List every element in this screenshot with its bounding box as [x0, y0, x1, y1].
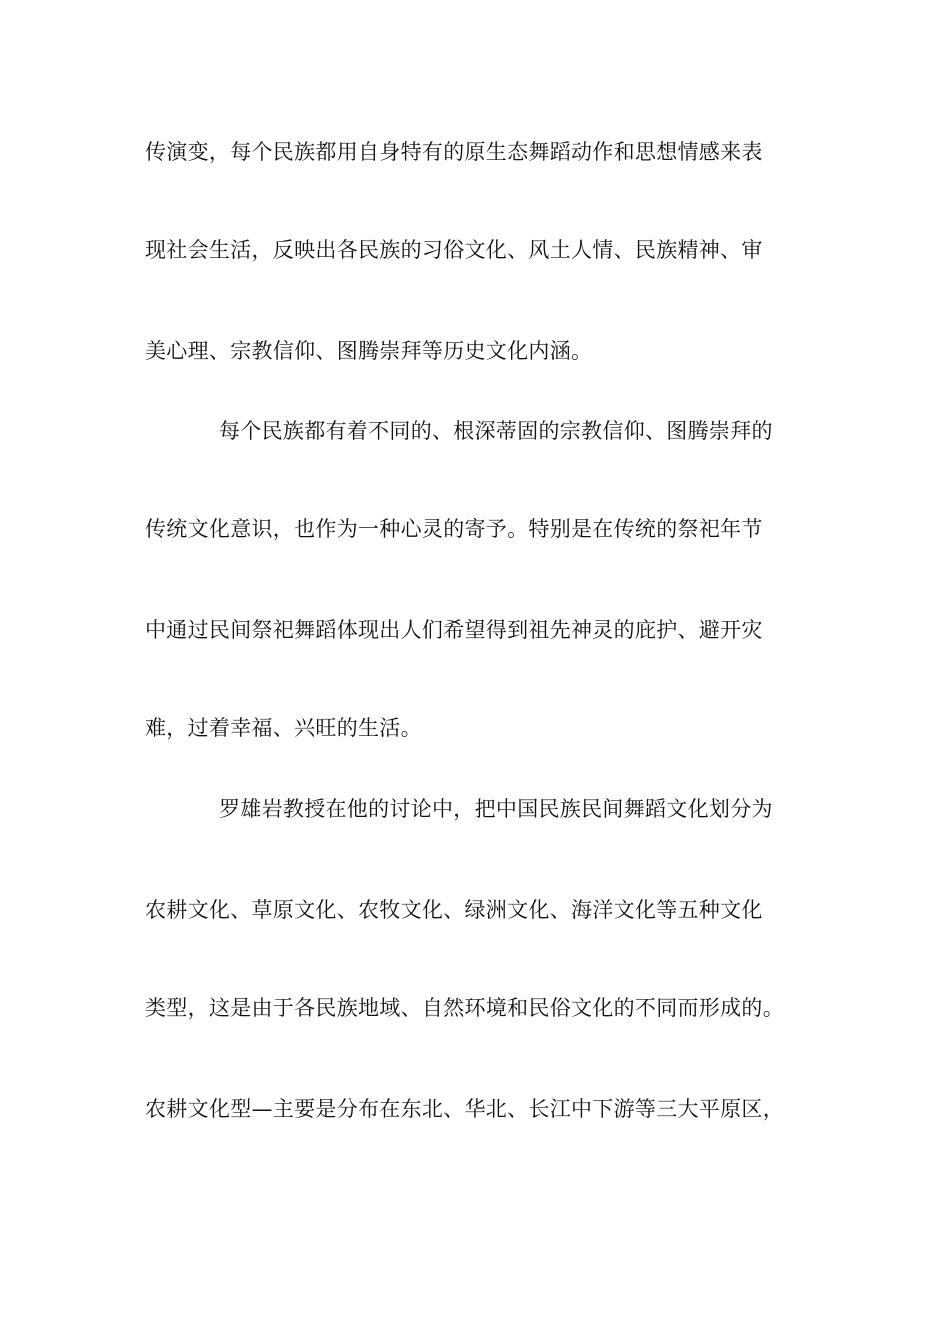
text-line-1: 传演变，每个民族都用自身特有的原生态舞蹈动作和思想情感来表 [145, 140, 763, 164]
text-line-10: 类型，这是由于各民族地域、自然环境和民俗文化的不同而形成的。 [145, 996, 784, 1020]
text-line-7: 难，过着幸福、兴旺的生活。 [145, 716, 422, 740]
text-line-11: 农耕文化型—主要是分布在东北、华北、长江中下游等三大平原区， [145, 1097, 784, 1121]
paragraph-2-line-1: 每个民族都有着不同的、根深蒂固的宗教信仰、图腾崇拜的 [219, 419, 773, 443]
paragraph-3-line-1: 罗雄岩教授在他的讨论中，把中国民族民间舞蹈文化划分为 [219, 797, 773, 821]
text-line-5: 传统文化意识，也作为一种心灵的寄予。特别是在传统的祭祀年节 [145, 517, 763, 541]
text-line-6: 中通过民间祭祀舞蹈体现出人们希望得到祖先神灵的庇护、避开灾 [145, 618, 763, 642]
text-line-3: 美心理、宗教信仰、图腾崇拜等历史文化内涵。 [145, 339, 593, 363]
text-line-9: 农耕文化、草原文化、农牧文化、绿洲文化、海洋文化等五种文化 [145, 898, 763, 922]
text-line-2: 现社会生活，反映出各民族的习俗文化、风土人情、民族精神、审 [145, 238, 763, 262]
